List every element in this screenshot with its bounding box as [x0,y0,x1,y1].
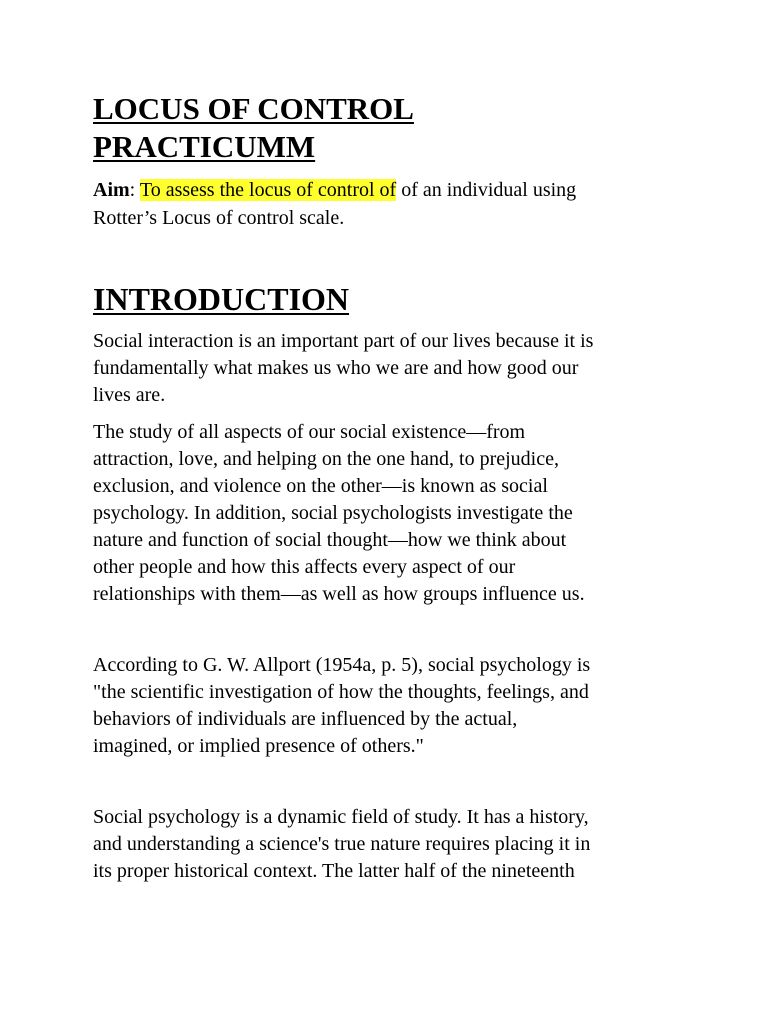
introduction-heading: INTRODUCTION [93,281,350,317]
document-page [93,90,693,885]
paragraph-line: According to G. W. Allport (1954a, p. 5), social psychology is [93,654,591,676]
paragraph-line: its proper historical context. The latter half of the nineteenth [93,860,575,882]
paragraph-line: other people and how this affects every aspect of our [93,556,516,578]
paragraph-line: lives are. [93,384,166,406]
title-line-2: PRACTICUMM [93,129,316,164]
paragraph-line: psychology. In addition, social psychologists investigate the [93,502,573,524]
paragraph-line: behaviors of individuals are influenced by the actual, [93,708,518,730]
paragraph-line: Social psychology is a dynamic field of study. It has a history, [93,806,589,828]
paragraph-line: attraction, love, and helping on the one hand, to prejudice, [93,448,559,470]
paragraph-2 [93,419,693,608]
paragraph-line: exclusion, and violence on the other—is known as social [93,475,548,497]
paragraph-line: "the scientific investigation of how the thoughts, feelings, and [93,681,589,703]
paragraph-line: fundamentally what makes us who we are and how good our [93,357,579,379]
paragraph-line: relationships with them—as well as how groups influence us. [93,583,585,605]
paragraph-line: imagined, or implied presence of others." [93,735,424,757]
aim-text-line-2: Rotter’s Locus of control scale. [93,207,345,229]
aim-label: Aim [93,179,130,201]
aim-highlighted-text: To assess the locus of control of [139,179,397,201]
paragraph-line: The study of all aspects of our social existence—from [93,421,526,443]
paragraph-line: and understanding a science's true nature requires placing it in [93,833,591,855]
paragraph-line: nature and function of social thought—how we think about [93,529,567,551]
paragraph-line: Social interaction is an important part of our lives because it is [93,330,594,352]
paragraph-4 [93,804,693,885]
aim-text-rest: of an individual using [396,179,577,201]
paragraph-1 [93,328,693,409]
paragraph-3 [93,652,693,760]
aim-separator: : [129,179,140,201]
document-title [93,90,693,166]
aim-statement [93,176,693,232]
title-line-1: LOCUS OF CONTROL [93,91,414,126]
